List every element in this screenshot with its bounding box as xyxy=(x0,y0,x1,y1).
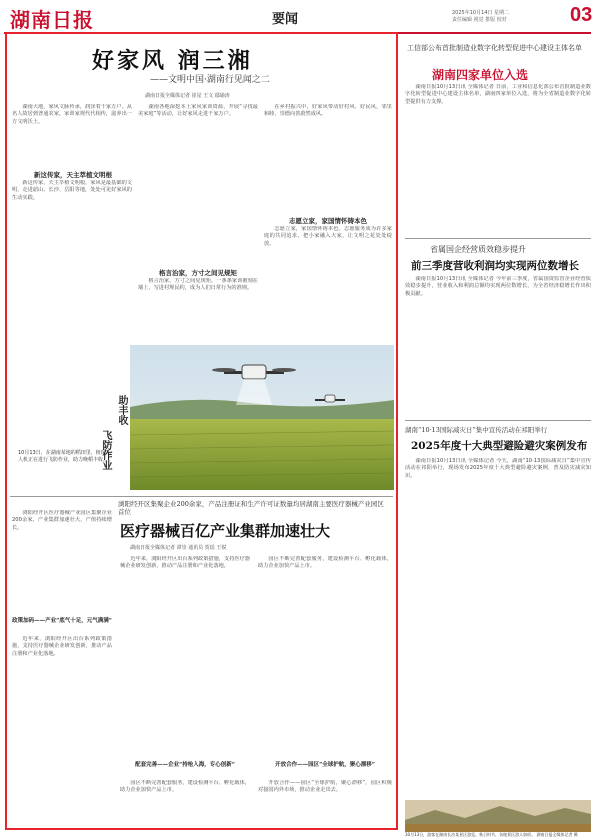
page-number: 03 xyxy=(570,4,593,26)
right1-kicker: 工信部公布首批制造业数字化转型促进中心建设主体名单 xyxy=(407,44,582,52)
story-divider xyxy=(10,496,393,497)
bottom-photo xyxy=(405,800,591,832)
story2-subhead-1: 政策加码——产业“底气十足，元气满满” xyxy=(12,618,112,624)
right-divider-1 xyxy=(405,238,591,239)
right-divider-2 xyxy=(405,420,591,421)
story2-column-3b: 开放合作——园区“全球护航，聚心漂移”。园区积极对接国内外市场，推动企业走出去。 xyxy=(258,780,392,794)
right1-title: 湖南四家单位入选 xyxy=(432,68,529,82)
right3-title: 2025年度十大典型避险避灾案例发布 xyxy=(411,440,588,452)
story2-column-3: 园区不断完善配套服务，建设检测平台、孵化载体，助力企业加快产品上市。 xyxy=(258,556,392,570)
lead-column-3: 在乡村振兴中，好家风带动好村风、好民风，邻里和睦、崇德向善蔚然成风。 xyxy=(264,104,392,118)
story2-byline: 湖南日报全媒体记者 谭崇 通讯员 贺瑶 王锐 xyxy=(130,545,227,551)
drone-photo xyxy=(130,345,394,490)
story2-column-1: 浏阳经开区医疗器械产业园区集聚企业200余家，产业集群加速壮大，产值持续增长。 xyxy=(12,510,112,531)
lead-column-2: 湖南各地深挖本土家风家训资源，开展“寻找最美家庭”等活动，让好家风走进千家万户。 xyxy=(138,104,258,118)
photo-credit: 湖南日报全媒体记者 摄 xyxy=(536,832,578,837)
lead-subhead-3: 志愿立家，家国情怀铸本色 xyxy=(289,217,367,225)
right3-body: 湖南日报10月13日讯 全媒体记者 今天，湖南“10·13国际减灾日”集中宣传活动在祁阳举行，现场发布2025年度十大典型避险避灾案例，普及防灾减灾知识。 xyxy=(405,458,591,479)
story2-column-2b: 园区不断完善配套服务，建设检测平台、孵化载体，助力企业加快产品上市。 xyxy=(120,780,250,794)
right2-kicker: 省属国企经营质效稳步提升 xyxy=(430,245,526,254)
drone-vertical-title-2: 助丰收 xyxy=(116,395,127,425)
story2-subhead-2: 配套完善——企业“持枪入海，专心创新” xyxy=(135,762,235,768)
story2-title: 医疗器械百亿产业集群加速壮大 xyxy=(120,522,331,540)
drone-vertical-title-1: 飞防作业 xyxy=(100,430,111,470)
lead-subhead-1: 新这传家，天主萃植文明根 xyxy=(34,171,112,179)
lead-title: 好家风 润三湘 xyxy=(92,48,253,74)
story2-subhead-3: 开放合作——园区“全球护航，聚心漂移” xyxy=(275,762,375,768)
lead-column-3b: 志愿立家，家国情怀铸本色。志愿服务成为许多家庭的共同追求，把小家融入大家，让文明之花处处绽放。 xyxy=(264,226,392,247)
story2-kicker: 浏阳经开区集聚企业200余家，产品注册证和生产许可证数量均居湖南主要医疗器械产业园区首位 xyxy=(118,500,384,516)
section-title: 要闻 xyxy=(272,12,299,27)
right3-kicker: 湖南“10·13国际减灾日”集中宣传活动在祁阳举行 xyxy=(405,426,548,434)
lead-column-2b: 格言治家，方寸之间见规矩。一条条家训被刻在墙上、写进村规民约，成为人们日常行为的准则。 xyxy=(138,278,258,292)
story2-column-2: 近年来，浏阳经开区出台系列政策措施，支持医疗器械企业研发创新，推动产品注册和产业化落地。 xyxy=(120,556,250,570)
drone-field-illustration xyxy=(130,345,394,490)
lead-subtitle: ——文明中国·湖南行见闻之二 xyxy=(150,75,270,85)
right2-body: 湖南日报10月13日讯 全媒体记者 今年前三季度，省属国资监管企业经营质效稳步提升，营业收入和利润总额均实现两位数增长，为全省经济稳增长作出积极贡献。 xyxy=(405,276,591,297)
page-header xyxy=(4,6,591,34)
lead-subhead-2: 格言治家，方寸之间见规矩 xyxy=(159,269,237,277)
landscape-illustration xyxy=(405,800,591,832)
right1-body: 湖南日报10月13日讯 全媒体记者 日前，工业和信息化部公布首批制造业数字化转型促进中心建设主体名单，湖南四家单位入选，将为全省制造业数字化转型提供有力支撑。 xyxy=(405,84,591,105)
lead-column-1b: 新这传家，天主萃植文明根。家风是最基础的文明，走进韶山、长沙、岳阳等地，处处可见好家风的生动实践。 xyxy=(12,180,132,201)
right2-title: 前三季度营收利润均实现两位数增长 xyxy=(411,260,579,272)
drone-caption: 10月13日，在湖南某地的稻田里，植保无人机正在进行飞防作业，助力晚稻丰收。 xyxy=(18,450,111,463)
bottom-caption: 10月13日，游客在湖南长沙某景区游览。秋日时节，各地景区游人如织。 湖南日报全媒体记者 摄 xyxy=(405,832,578,837)
lead-column-1: 湖南大地，家风文脉传承，润泽着千家万户。从名人故居到普通农家，家训家规代代相传，滋养出一方文明沃土。 xyxy=(12,104,132,125)
newspaper-logo: 湖南日报 xyxy=(10,8,94,32)
lead-byline: 湖南日报全媒体记者 崔星 王文 鄢瑜涛 xyxy=(145,93,230,99)
story2-column-1b: 近年来，浏阳经开区出台系列政策措施，支持医疗器械企业研发创新，推动产品注册和产业化落地。 xyxy=(12,636,112,657)
header-info: 2025年10月14日 星期二 责任编辑 视觉 排版 校对 xyxy=(452,10,510,23)
